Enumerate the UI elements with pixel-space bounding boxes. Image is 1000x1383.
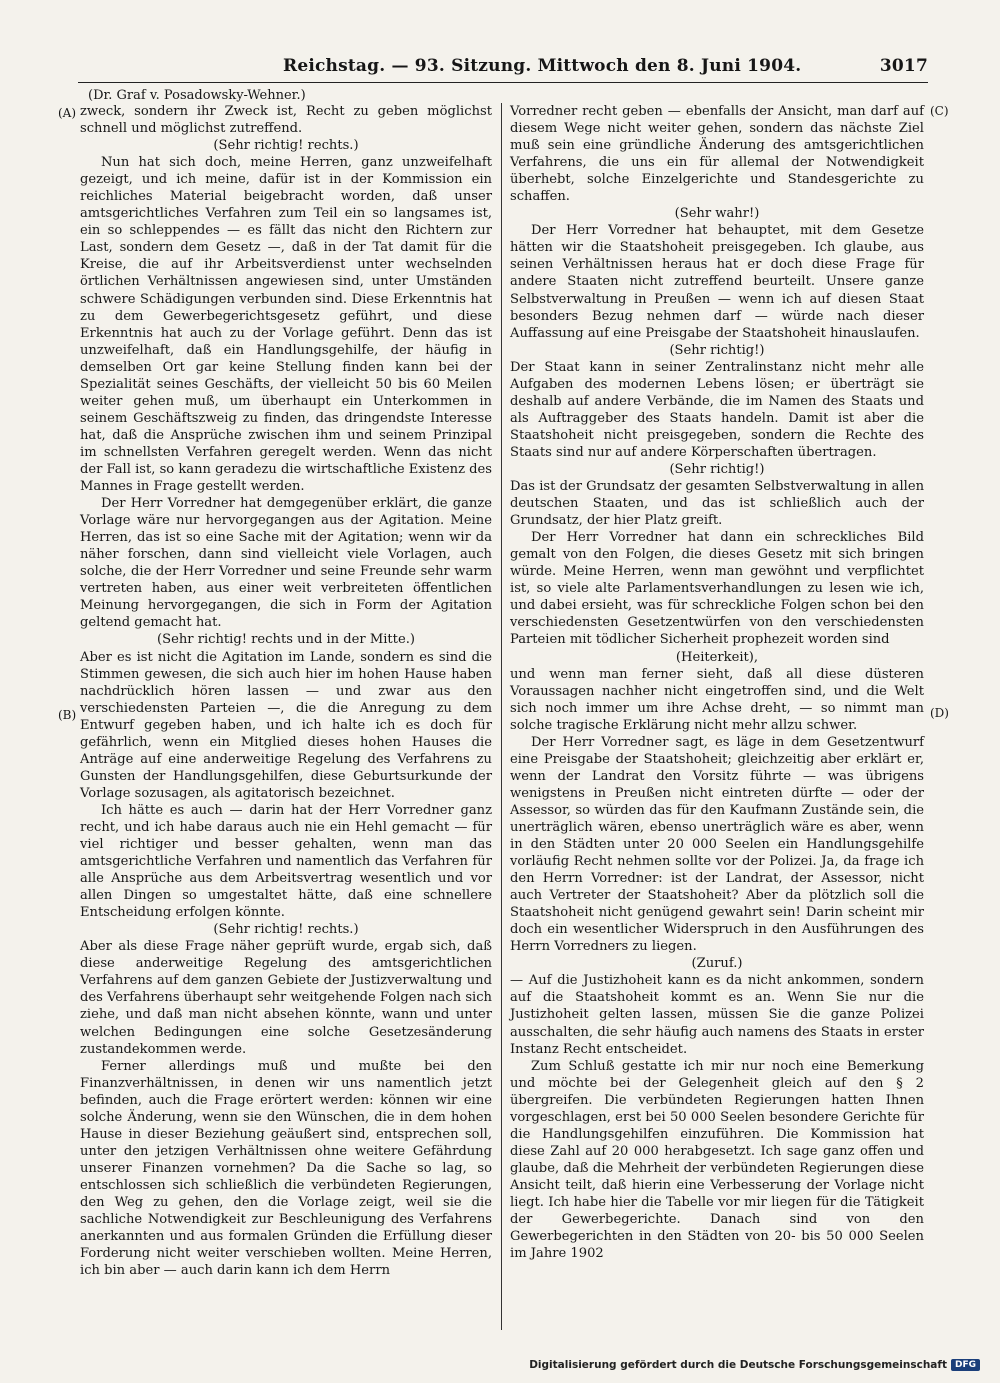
paragraph: Zum Schluß gestatte ich mir nur noch eine Bemerkung und möchte bei der Gelegenheit gleich auf den § 2 übergreifen. Die verbündeten Regierungen hatten Ihnen vorgeschlagen, erst bei 50 000 Seelen besondere Gerichte für die Handlungsgehilfen einzuführen. Die Kommission hat diese Zahl auf 20 000 herabgesetzt. Ich sage ganz offen und glaube, daß die Mehrheit der verbündeten Regierungen diese Ansicht teilt, daß hierin eine Verbesserung der Vorlage nicht liegt. Ich habe hier die Tabelle vor mir liegen für die Tätigkeit der Gewerbegerichte. Danach sind von den Gewerbegerichten in den Städten von 20- bis 50 000 Seelen im Jahre 1902 — [510, 1058, 924, 1262]
footer — [529, 1359, 980, 1371]
paragraph: Das ist der Grundsatz der gesamten Selbstverwaltung in allen deutschen Staaten, und das ist schließlich auch der Grundsatz, der hier Platz greift. — [510, 479, 924, 529]
reaction: (Heiterkeit), — [675, 649, 759, 665]
footer-text: Digitalisierung gefördert durch die Deutsche Forschungsgemeinschaft — [529, 1359, 947, 1371]
paragraph: Aber als diese Frage näher geprüft wurde, ergab sich, daß diese anderweitige Regelung des amtsgerichtlichen Verfahrens auf dem ganzen Gebiete der Justizverwaltung und des Verfahrens überhaupt sehr weitgehende Folgen nach sich ziehe, und daß man nicht absehen könnte, wann und unter welchen Bedingungen eine solche Gesetzesänderung zustandekommen werde. — [80, 939, 492, 1057]
reaction: (Sehr wahr!) — [674, 206, 760, 222]
paragraph: Vorredner recht geben — ebenfalls der Ansicht, man darf auf diesem Wege nicht weiter gehen, sondern das nächste Ziel muß sein eine gründliche Änderung des amtsgerichtlichen Verfahrens, die uns ein für allemal der Notwendigkeit überhebt, solche Einzelgerichte und Standesgerichte zu schaffen. — [510, 104, 924, 205]
header-rule — [78, 82, 928, 83]
column-left — [80, 103, 492, 1279]
header-title: Reichstag. — 93. Sitzung. Mittwoch den 8. Juni 1904. — [283, 56, 802, 76]
paragraph: Ferner allerdings muß und mußte bei den Finanzverhältnissen, in denen wir uns namentlich jetzt befinden, auch die Frage erörtert werden: können wir eine solche Änderung, wenn sie den Wünschen, die in dem hohen Hause in dieser Beziehung geäußert sind, entsprechen soll, unter den jetzigen Verhältnissen ohne weitere Gefährdung unserer Finanzen vornehmen? Da die Sache so lag, so entschlossen sich schließlich die verbündeten Regierungen, den Weg zu gehen, den die Vorlage zeigt, weil sie die sachliche Notwendigkeit zur Beschleunigung des Verfahrens anerkannten und aus formalen Gründen die Erfüllung dieser Forderung nicht weiter verschieben wollten. Meine Herren, ich bin aber — auch darin kann ich dem Herrn — [80, 1058, 492, 1279]
dfg-logo-icon: DFG — [951, 1359, 980, 1371]
reaction: (Zuruf.) — [691, 956, 743, 972]
speaker-line: (Dr. Graf v. Posadowsky-Wehner.) — [88, 88, 306, 103]
paragraph: Der Staat kann in seiner Zentralinstanz nicht mehr alle Aufgaben des modernen Lebens lösen; er überträgt sie deshalb auf andere Verbände, die im Namen des Staats und als Auftraggeber des Staats handeln. Damit ist aber die Staatshoheit nicht preisgegeben, sondern die Rechte des Staats sind nur auf andere Körperschaften übertragen. — [510, 359, 924, 460]
reaction: (Sehr richtig!) — [669, 461, 765, 477]
column-divider — [501, 103, 502, 1330]
margin-mark-d: (D) — [930, 706, 949, 720]
paragraph: Der Herr Vorredner hat behauptet, mit dem Gesetze hätten wir die Staatshoheit preisgegeben. Ich glaube, aus seinen Verhältnissen heraus hat er doch diese Frage für andere Staaten nicht zutreffend beurteilt. Unsere ganze Selbstverwaltung in Preußen — wenn ich auf diesen Staat besonders Bezug nehmen darf — würde nach dieser Auffassung auf eine Preisgabe der Staatshoheit hinauslaufen. — [510, 223, 924, 341]
paragraph: Ich hätte es auch — darin hat der Herr Vorredner ganz recht, und ich habe daraus auch nie ein Hehl gemacht — für viel richtiger und besser gehalten, wenn man das amtsgerichtliche Verfahren und namentlich das Verfahren für alle Ansprüche aus dem Arbeitsvertrag wesentlich und vor allen Dingen so umgestaltet hätte, daß eine schnellere Entscheidung erfolgen könnte. — [80, 802, 492, 921]
paragraph: — Auf die Justizhoheit kann es da nicht ankommen, sondern auf die Staatshoheit kommt es an. Wenn Sie nur die Justizhoheit gelten lassen, müssen Sie die ganze Polizei ausschalten, die sehr häufig auch namens des Staats in erster Instanz Recht entscheidet. — [510, 973, 924, 1057]
page-number: 3017 — [879, 56, 928, 76]
paragraph: Nun hat sich doch, meine Herren, ganz unzweifelhaft gezeigt, und ich meine, dafür ist in der Kommission ein reichliches Material beigebracht worden, daß unser amtsgerichtliches Verfahren zum Teil ein so langsames ist, ein so schleppendes — es fällt das nicht den Richtern zur Last, sondern dem Gesetz —, daß in der Tat damit für die Kreise, die auf ihr Arbeitsverdienst unter wechselnden örtlichen Verhältnissen angewiesen sind, unter Umständen schwere Schädigungen verbunden sind. Diese Erkenntnis hat zu dem Gewerbegerichtsgesetz geführt, und diese Erkenntnis hat auch zu der Vorlage geführt. Denn das ist unzweifelhaft, daß ein Handlungsgehilfe, der häufig in demselben Ort gar keine Stellung finden kann bei der Spezialität seines Geschäfts, der vielleicht 50 bis 60 Meilen weiter gehen muß, um überhaupt ein Unterkommen in seinem Geschäftszweig zu finden, das dringendste Interesse hat, daß die Ansprüche zwischen ihm und seinem Prinzipal im schnellsten Verfahren geregelt werden. Wenn das nicht der Fall ist, so kann geradezu die wirtschaftliche Existenz des Mannes in Frage gestellt werden. — [80, 155, 492, 495]
margin-mark-c: (C) — [930, 104, 949, 118]
reaction: (Sehr richtig! rechts.) — [213, 138, 359, 154]
paragraph: zweck, sondern ihr Zweck ist, Recht zu geben möglichst schnell und möglichst zutreffend. — [80, 104, 492, 137]
page-header — [78, 56, 928, 80]
paragraph: Der Herr Vorredner hat demgegenüber erklärt, die ganze Vorlage wäre nur hervorgegangen aus der Agitation. Meine Herren, das ist so eine Sache mit der Agitation; wenn wir da näher forschen, dann sind vielleicht viele Vorlagen, auch solche, die der Herr Vorredner und seine Freunde sehr warm vertreten haben, aus einer weit verbreiteten öffentlichen Meinung hervorgegangen, die sich in Form der Agitation geltend gemacht hat. — [80, 496, 492, 631]
paragraph: Der Herr Vorredner hat dann ein schreckliches Bild gemalt von den Folgen, die dieses Gesetz mit sich bringen würde. Meine Herren, wenn man gewöhnt und verpflichtet ist, so viele alte Parlamentsverhandlungen zu lesen wie ich, und dabei ersieht, was für schreckliche Folgen schon bei den verschiedensten Gesetzentwürfen von den verschiedensten Parteien mit tödlicher Sicherheit prophezeit worden sind — [510, 530, 924, 648]
margin-mark-b: (B) — [58, 708, 77, 722]
margin-mark-a: (A) — [58, 106, 77, 120]
reaction: (Sehr richtig!) — [669, 342, 765, 358]
paragraph: Aber es ist nicht die Agitation im Lande, sondern es sind die Stimmen gewesen, die sich auch hier im hohen Hause haben nachdrücklich hören lassen — und zwar aus den verschiedensten Parteien —, die die Anregung zu dem Entwurf gegeben haben, und ich halte ich es doch für gefährlich, wenn ein Mitglied dieses hohen Hauses die Anträge auf eine anderweitige Regelung des Verfahrens zu Gunsten der Handlungsgehilfen, diese Geburtsurkunde der Vorlage sozusagen, als agitatorisch bezeichnet. — [80, 649, 492, 801]
paragraph: Der Herr Vorredner sagt, es läge in dem Gesetzentwurf eine Preisgabe der Staatshoheit; gleichzeitig aber erklärt er, wenn der Landrat den Vorsitz führte — was übrigens wenigstens in Preußen nicht eintreten dürfte — oder der Assessor, so würden das für den Kaufmann Zustände sein, die unerträglich wären, ebenso unerträglich wäre es aber, wenn in den Städten unter 20 000 Seelen ein Handlungsgehilfe vorläufig Recht nehmen sollte vor der Polizei. Ja, da frage ich den Herrn Vorredner: ist der Landrat, der Assessor, nicht auch Vertreter der Staatshoheit? Aber da plötzlich soll die Staatshoheit nicht genügend gewahrt sein! Darin scheint mir doch ein wesentlicher Widerspruch in den Ausführungen des Herrn Vorredners zu liegen. — [510, 734, 924, 955]
paragraph: und wenn man ferner sieht, daß all diese düsteren Voraussagen nachher nicht eingetroffen sind, und die Welt sich noch immer um ihre Achse dreht, — so nimmt man solche tragische Erklärung nicht mehr allzu schwer. — [510, 666, 924, 733]
reaction: (Sehr richtig! rechts.) — [213, 922, 359, 938]
reaction: (Sehr richtig! rechts und in der Mitte.) — [157, 632, 415, 648]
column-right — [510, 103, 924, 1262]
